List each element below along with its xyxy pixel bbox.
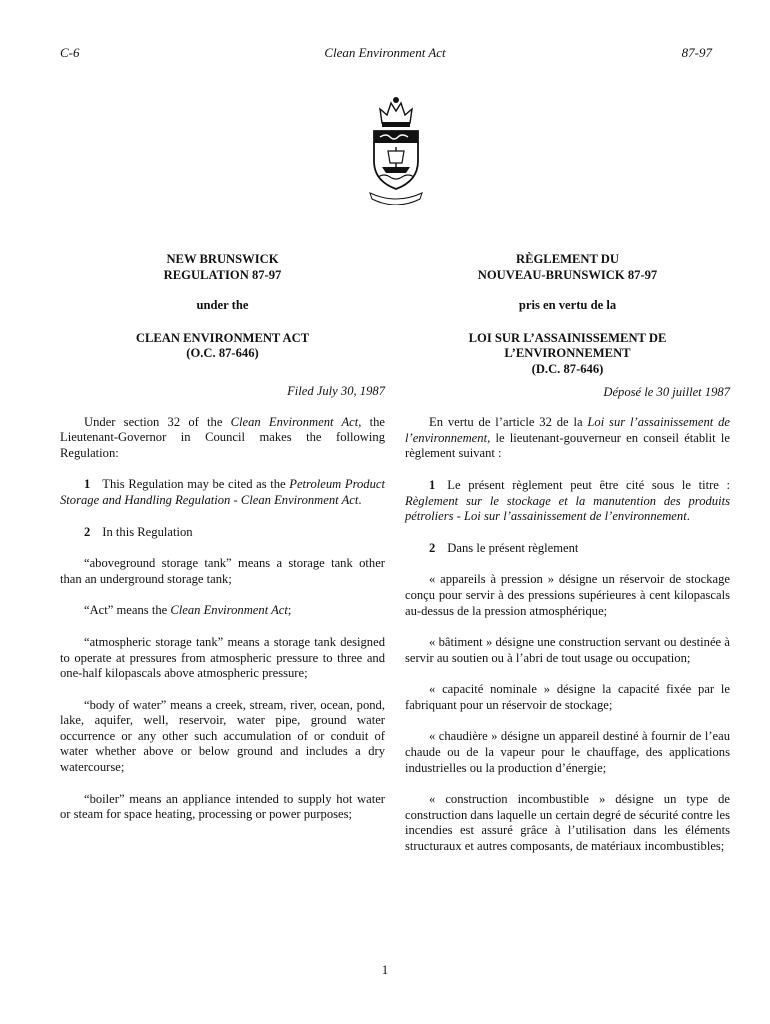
filed-date-fr: Déposé le 30 juillet 1987 — [603, 384, 730, 399]
definition-construction-incombustible: « construction incombustible » désigne un type de construction dans laquelle un certain degré de sécurité contre les incendies est assuré grâce à l’utilisation dans les éléments structuraux et autres composants, de matériaux incombustibles; — [405, 792, 730, 854]
section-1-en: 1 This Regulation may be cited as the Petroleum Product Storage and Handling Regulation - Clean Environment Act. — [60, 477, 385, 507]
new-brunswick-coat-of-arms-icon — [368, 93, 424, 205]
running-header-left: C-6 — [60, 45, 80, 60]
definition-aboveground-storage-tank: “aboveground storage tank” means a storage tank other than an underground storage tank; — [60, 556, 385, 586]
definition-appareils-a-pression: « appareils à pression » désigne un réservoir de stockage conçu pour servir à des pressions supérieures à cent kilopascals au-dessus de la pression atmosphérique; — [405, 572, 730, 618]
definition-capacite-nominale: « capacité nominale » désigne la capacité fixée par le fabriquant pour un réservoir de stockage; — [405, 682, 730, 712]
section-2-en: 2 In this Regulation — [84, 524, 193, 539]
section-1-fr: 1 Le présent règlement peut être cité sous le titre : Règlement sur le stockage et la manutention des produits pétroliers - Loi sur l’assainissement de l’environnement. — [405, 477, 730, 524]
regulation-title-fr: RÈGLEMENT DU NOUVEAU-BRUNSWICK 87-97 — [477, 252, 658, 282]
definition-boiler: “boiler” means an appliance intended to supply hot water or steam for space heating, processing or power purposes; — [60, 791, 385, 822]
under-the-en: under the — [196, 298, 249, 313]
definition-act: “Act” means the Clean Environment Act; — [84, 603, 292, 618]
under-the-fr: pris en vertu de la — [518, 298, 617, 313]
definition-atmospheric-storage-tank: “atmospheric storage tank” means a storage tank designed to operate at pressures from atmospheric pressure to three and one-half kilopascals above atmospheric pressure; — [60, 634, 385, 681]
running-header-title: Clean Environment Act — [324, 45, 446, 60]
definition-chaudiere: « chaudière » désigne un appareil destiné à fournir de l’eau chaude ou de la vapeur pour le chauffage, des applications industrielles ou la production d’énergie; — [405, 729, 730, 775]
preamble-en: Under section 32 of the Clean Environment Act, the Lieutenant-Governor in Council makes the following Regulation: — [60, 414, 385, 460]
preamble-fr: En vertu de l’article 32 de la Loi sur l’assainissement de l’environnement, le lieutenant-gouverneur en conseil établit le règlement suivant : — [405, 415, 730, 461]
definition-body-of-water: “body of water” means a creek, stream, river, ocean, pond, lake, aquifer, well, reservoir, water pipe, ground water occurrence or any other such accumulation of or conduit of water whether above or below ground and includes a dry watercourse; — [60, 697, 385, 775]
english-column — [60, 252, 385, 823]
filed-date-en: Filed July 30, 1987 — [287, 383, 385, 398]
act-title-en: CLEAN ENVIRONMENT ACT (O.C. 87-646) — [135, 330, 310, 361]
running-header-right: 87-97 — [681, 45, 712, 60]
section-2-fr: 2 Dans le présent règlement — [429, 540, 579, 555]
regulation-title-en: NEW BRUNSWICK REGULATION 87-97 — [163, 252, 282, 282]
page-number: 1 — [381, 962, 389, 977]
definition-batiment: « bâtiment » désigne une construction servant ou destinée à servir au soutien ou à l’abri de tout usage ou occupation; — [405, 635, 730, 665]
french-column — [405, 252, 730, 855]
act-title-fr: LOI SUR L’ASSAINISSEMENT DE L’ENVIRONNEMENT (D.C. 87-646) — [468, 330, 667, 376]
